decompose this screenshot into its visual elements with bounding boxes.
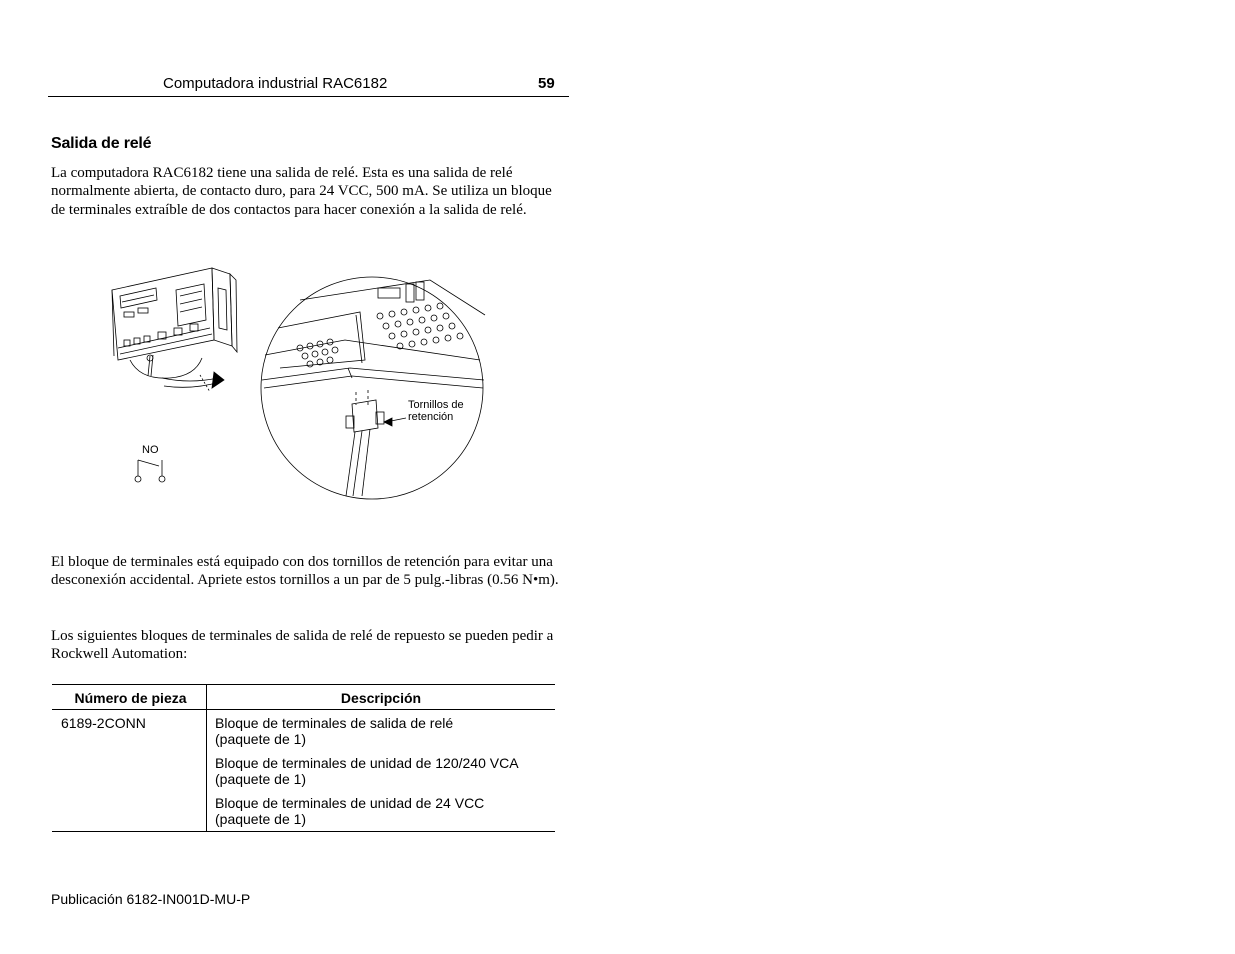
paragraph-replacement: Los siguientes bloques de terminales de salida de relé de repuesto se pueden pedir a Rockwell Automation: [51, 628, 554, 663]
part-number-cell: 6189-2CONN [52, 710, 207, 832]
section-heading: Salida de relé [51, 135, 152, 152]
description-cell [207, 710, 556, 832]
page-number: 59 [538, 75, 555, 92]
column-header-description: Descripción [207, 685, 556, 710]
paragraph-screws: El bloque de terminales está equipado con dos tornillos de retención para evitar una desconexión accidental. Apriete estos tornillos a un par de 5 pulg.-libras (0.56 N•m). [51, 554, 559, 589]
label-screws-line2: retención [408, 411, 454, 423]
table-row [52, 710, 555, 832]
description-line: (paquete de 1) [215, 731, 307, 747]
description-item [215, 711, 554, 751]
header-rule [48, 96, 569, 97]
description-line: Bloque de terminales de unidad de 24 VCC [215, 795, 485, 811]
relay-no-symbol [135, 460, 165, 482]
label-screws-line1: Tornillos de [408, 399, 464, 411]
parts-table [52, 684, 555, 832]
description-line: (paquete de 1) [215, 811, 307, 827]
label-no: NO [142, 444, 159, 456]
description-line: (paquete de 1) [215, 771, 307, 787]
paragraph-intro: La computadora RAC6182 tiene una salida de relé. Esta es una salida de relé normalmente abierta, de contacto duro, para 24 VCC, 500 mA. Se utiliza un bloque de terminales extraíble de dos contactos para hacer conexión a la salida de relé. [51, 165, 552, 218]
description-line: Bloque de terminales de salida de relé [215, 715, 454, 731]
description-item [215, 791, 554, 830]
computer-unit-illustration [112, 268, 237, 376]
column-header-part-number: Número de pieza [52, 685, 207, 710]
description-line: Bloque de terminales de unidad de 120/240 VCA [215, 755, 519, 771]
magnified-detail [261, 277, 485, 499]
table-header-row [52, 685, 555, 710]
description-item [215, 751, 554, 791]
publication-footer: Publicación 6182-IN001D-MU-P [51, 891, 251, 907]
relay-output-figure [100, 260, 500, 505]
running-title: Computadora industrial RAC6182 [163, 75, 388, 92]
